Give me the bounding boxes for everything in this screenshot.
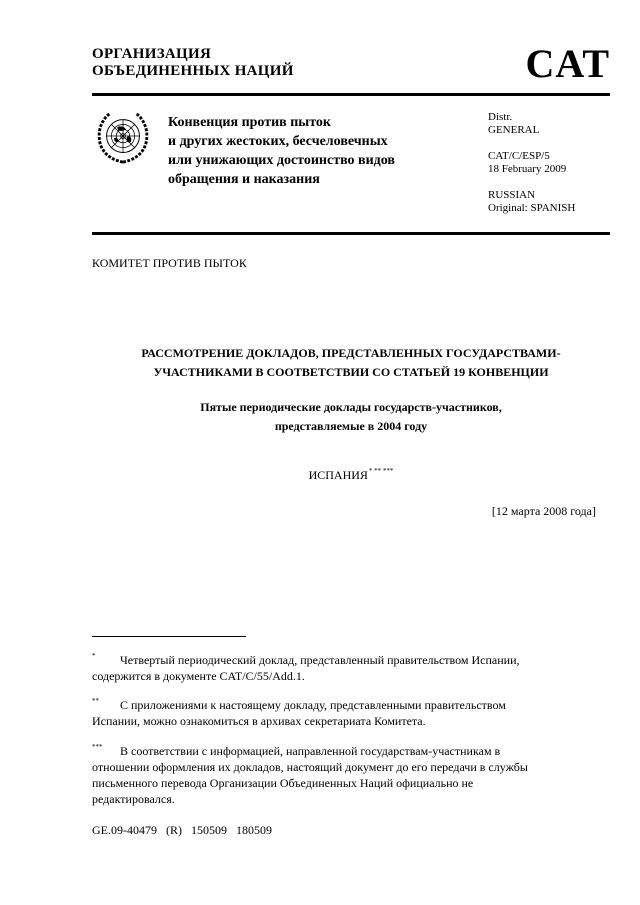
original-language: Original: SPANISH <box>488 202 576 214</box>
organization-name <box>92 46 294 80</box>
footnote-text: редактировался. <box>92 792 175 806</box>
metadata-divider <box>92 232 610 235</box>
subheading-line-1: Пятые периодические доклады государств-участников, <box>200 400 502 414</box>
footnote-text: Испании, можно ознакомиться в архивах секретариата Комитета. <box>92 714 426 728</box>
document-symbol: CAT/C/ESP/5 <box>488 150 550 162</box>
convention-line-2: и других жестоких, бесчеловечных <box>168 134 388 149</box>
heading-line-1: РАССМОТРЕНИЕ ДОКЛАДОВ, ПРЕДСТАВЛЕННЫХ ГОСУДАРСТВАМИ- <box>141 346 561 360</box>
country-title <box>92 467 610 483</box>
org-line-1: ОРГАНИЗАЦИЯ <box>92 46 212 62</box>
footnote-text: Четвертый периодический доклад, представленный правительством Испании, <box>120 653 520 667</box>
org-line-2: ОБЪЕДИНЕННЫХ НАЦИЙ <box>92 63 294 79</box>
footnote-mark: * <box>92 652 96 660</box>
footnote-mark: ** <box>92 697 99 705</box>
footnote-1 <box>92 648 582 684</box>
document-date: 18 February 2009 <box>488 163 567 175</box>
footnote-mark: *** <box>92 743 103 751</box>
convention-line-1: Конвенция против пыток <box>168 115 331 130</box>
sub-heading <box>92 398 610 436</box>
document-metadata <box>488 111 575 215</box>
convention-title <box>168 113 395 189</box>
heading-line-2: УЧАСТНИКАМИ В СООТВЕТСТВИИ СО СТАТЬЕЙ 19 КОНВЕНЦИИ <box>153 365 549 379</box>
footnote-divider <box>92 636 246 637</box>
document-footer-code: GE.09-40479 (R) 150509 180509 <box>92 823 272 837</box>
distr-label: Distr. <box>488 111 513 123</box>
footnote-text: С приложениями к настоящему докладу, представленными правительством <box>120 698 506 712</box>
main-heading <box>92 344 610 382</box>
report-date: [12 марта 2008 года] <box>491 504 596 518</box>
footnote-text: содержится в документе CAT/C/55/Add.1. <box>92 669 305 683</box>
footnote-2 <box>92 693 582 729</box>
footnote-3 <box>92 739 582 807</box>
country-name: ИСПАНИЯ <box>308 468 368 482</box>
un-emblem-icon <box>94 108 152 166</box>
footnote-text: письменного перевода Организации Объединенных Наций официально не <box>92 776 474 790</box>
document-language: RUSSIAN <box>488 189 536 201</box>
convention-line-4: обращения и наказания <box>168 172 320 187</box>
committee-name: КОМИТЕТ ПРОТИВ ПЫТОК <box>92 256 247 270</box>
footnote-text: отношении оформления их докладов, настоящий документ до его передачи в службы <box>92 760 528 774</box>
document-code: CAT <box>525 41 610 86</box>
convention-line-3: или унижающих достоинство видов <box>168 153 395 168</box>
distr-value: GENERAL <box>488 124 540 136</box>
header-divider <box>92 93 610 96</box>
country-footnote-marks: * ** *** <box>368 467 394 475</box>
footnote-text: В соответствии с информацией, направленной государствам-участникам в <box>120 744 501 758</box>
subheading-line-2: представляемые в 2004 году <box>274 419 428 433</box>
